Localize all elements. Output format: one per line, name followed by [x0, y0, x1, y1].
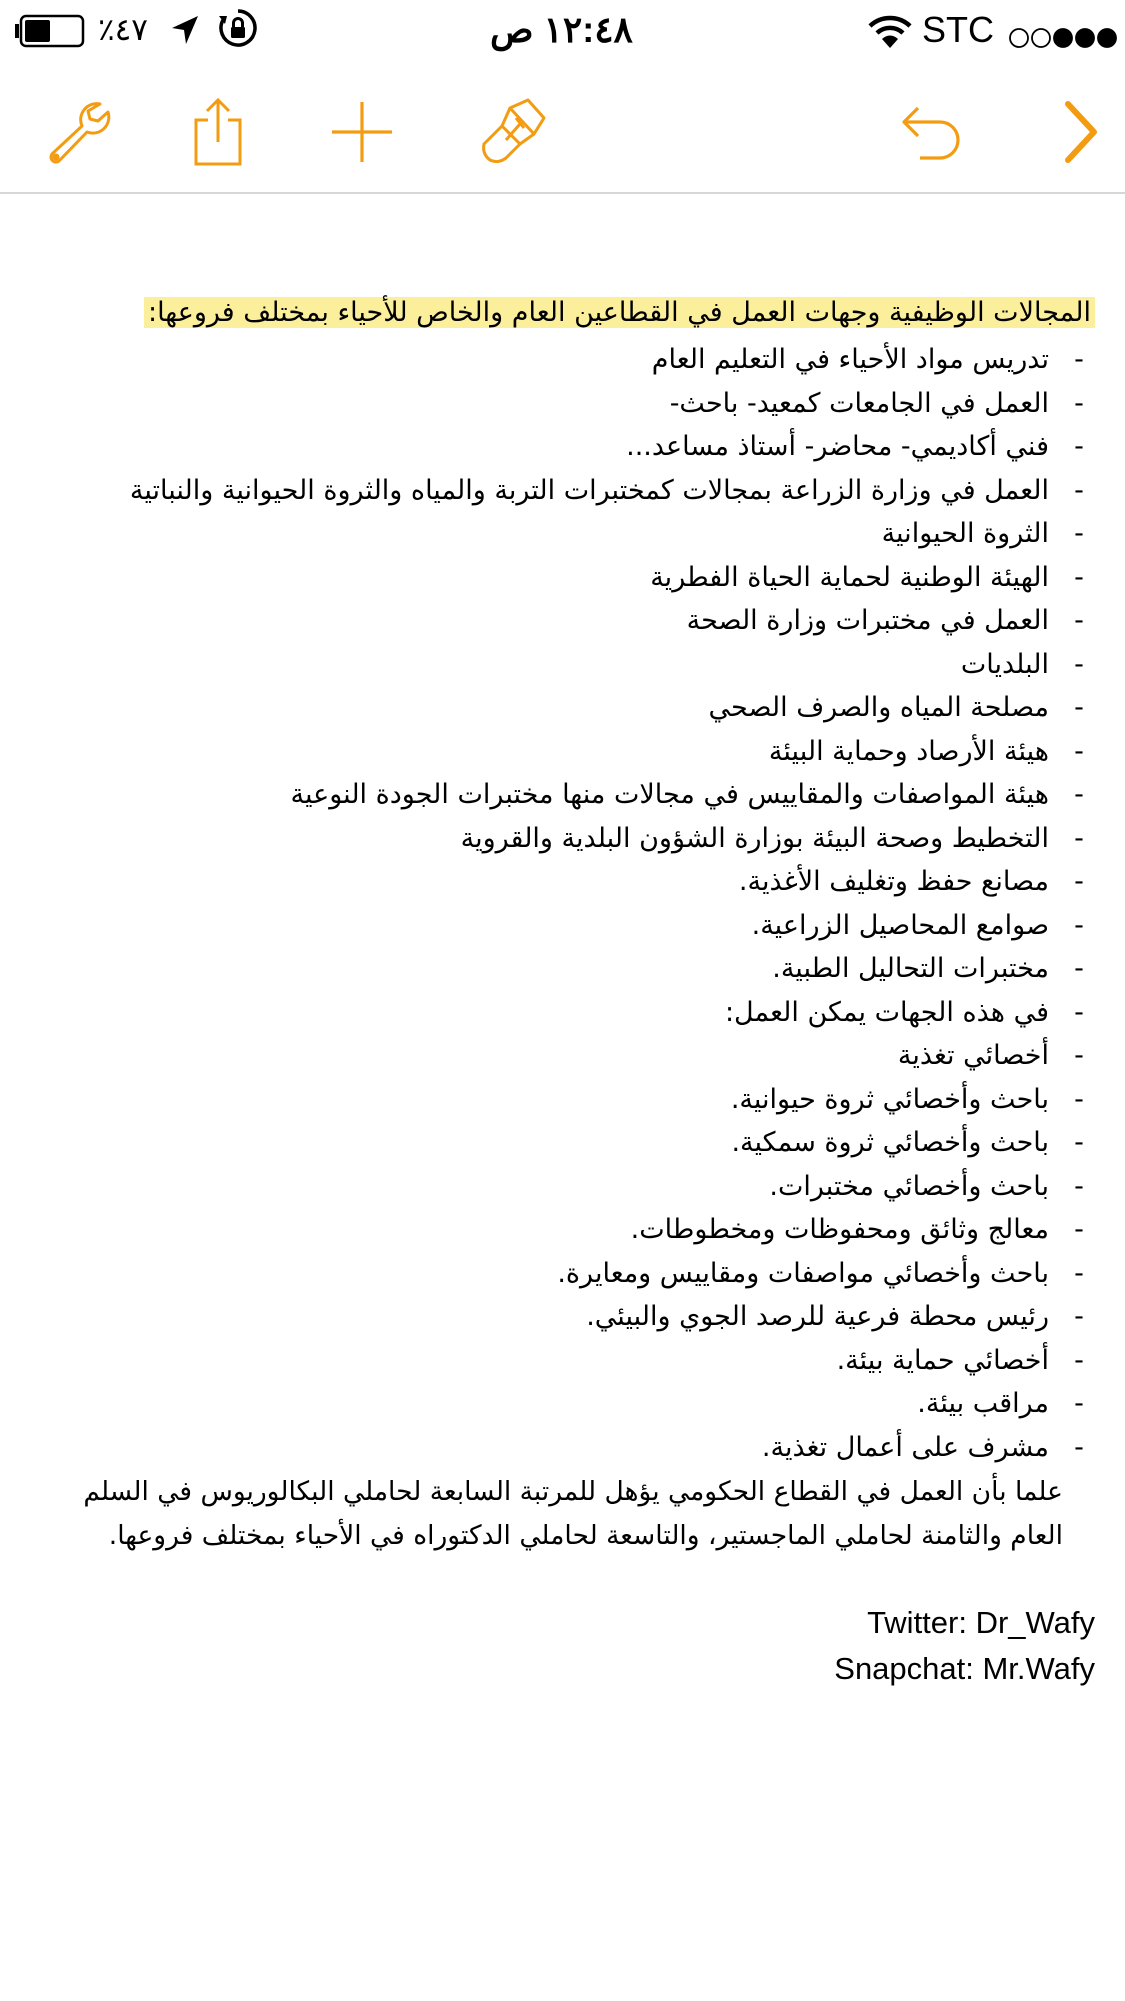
share-button[interactable] [178, 92, 258, 172]
battery-percentage: ٪٤٧ [98, 12, 148, 47]
list-item-text: باحث وأخصائي ثروة سمكية. [731, 1127, 1049, 1158]
signal-dot [1098, 29, 1116, 47]
highlighted-heading: المجالات الوظيفية وجهات العمل في القطاعين العام والخاص للأحياء بمختلف فروعها: [144, 297, 1095, 328]
list-item-text: فني أكاديمي- محاضر- أستاذ مساعد... [626, 431, 1049, 462]
list-item [130, 1382, 1095, 1426]
undo-button[interactable] [890, 92, 970, 172]
list-item [130, 947, 1095, 991]
list-item [130, 817, 1095, 861]
list-bullet: - [1074, 605, 1084, 636]
list-item-text: مختبرات التحاليل الطبية. [772, 953, 1049, 984]
list-bullet: - [1074, 779, 1084, 810]
list-item [130, 599, 1095, 643]
list-bullet: - [1074, 474, 1084, 506]
list-item-text: العمل في وزارة الزراعة بمجالات كمختبرات التربة والمياه والثروة الحيوانية والنباتية [129, 474, 1049, 506]
list-bullet: - [1074, 1257, 1084, 1289]
list-item [130, 860, 1095, 904]
list-item-text: مصلحة المياه والصرف الصحي [708, 692, 1049, 723]
toolbar [0, 62, 1125, 194]
list-item [130, 1339, 1095, 1383]
list-item [130, 512, 1095, 556]
signal-dot [1032, 29, 1050, 47]
add-button[interactable] [322, 92, 402, 172]
list-bullet: - [1074, 518, 1084, 549]
signal-dot [1010, 29, 1028, 47]
list-bullet: - [1074, 1344, 1084, 1376]
list-item-text: تدريس مواد الأحياء في التعليم العام [651, 344, 1049, 375]
undo-icon [894, 96, 966, 168]
list-item-text: الهيئة الوطنية لحماية الحياة الفطرية [650, 561, 1049, 593]
list-item-text: التخطيط وصحة البيئة بوزارة الشؤون البلدية والقروية [460, 822, 1049, 854]
list-bullet: - [1074, 431, 1084, 462]
list-item [130, 1078, 1095, 1122]
list-bullet: - [1074, 996, 1084, 1028]
list-item [130, 686, 1095, 730]
list-bullet: - [1074, 1388, 1084, 1419]
battery-icon [14, 14, 86, 48]
list-item [130, 904, 1095, 948]
share-icon [182, 96, 254, 168]
list-item [130, 1208, 1095, 1252]
snapchat-handle: Snapchat: Mr.Wafy [834, 1651, 1095, 1686]
list-item-text: رئيس محطة فرعية للرصد الجوي والبيئي. [586, 1301, 1049, 1332]
list-item-text: مشرف على أعمال تغذية. [761, 1431, 1049, 1463]
list-item-text: هيئة المواصفات والمقاييس في مجالات منها مختبرات الجودة النوعية [290, 779, 1049, 810]
list-item-text: العمل في الجامعات كمعيد- باحث- [669, 387, 1049, 419]
list-item-text: صوامع المحاصيل الزراعية. [751, 909, 1049, 941]
list-item-text: باحث وأخصائي ثروة حيوانية. [730, 1083, 1049, 1115]
list-item [130, 1121, 1095, 1165]
list-bullet: - [1074, 1431, 1084, 1463]
list-item-text: أخصائي تغذية [897, 1040, 1049, 1071]
status-bar [0, 0, 1125, 62]
list-bullet: - [1074, 822, 1084, 854]
list-bullet: - [1074, 1040, 1084, 1071]
tools-button[interactable] [38, 92, 118, 172]
list-bullet: - [1074, 561, 1084, 593]
list-item-text: معالج وثائق ومحفوظات ومخطوطات. [630, 1214, 1049, 1245]
signal-strength-icon [1008, 16, 1120, 60]
list-bullet: - [1074, 953, 1084, 984]
list-bullet: - [1074, 1083, 1084, 1115]
list-item [130, 556, 1095, 600]
list-item-text: العمل في مختبرات وزارة الصحة [686, 605, 1049, 636]
signal-dot [1076, 29, 1094, 47]
list-item [130, 643, 1095, 687]
carrier-name: STC [922, 9, 994, 50]
list-bullet: - [1074, 1301, 1084, 1332]
list-item-text: في هذه الجهات يمكن العمل: [724, 996, 1049, 1028]
list-bullet: - [1074, 692, 1084, 723]
twitter-handle: Twitter: Dr_Wafy [867, 1605, 1095, 1640]
list-bullet: - [1074, 866, 1084, 897]
list-item-text: أخصائي حماية بيئة. [836, 1344, 1049, 1376]
signal-dot [1054, 29, 1072, 47]
list-item [130, 1295, 1095, 1339]
status-time: ١٢:٤٨ ص [490, 9, 633, 50]
forward-button[interactable] [1040, 92, 1120, 172]
rotation-lock-icon [216, 6, 260, 50]
location-arrow-icon [168, 8, 202, 52]
list-item-text: البلديات [960, 648, 1049, 680]
list-item [130, 1426, 1095, 1470]
list-item-text: باحث وأخصائي مختبرات. [769, 1170, 1049, 1202]
job-fields-list [130, 338, 1095, 1469]
list-item [130, 338, 1095, 382]
list-item [130, 1165, 1095, 1209]
paintbrush-icon [476, 96, 548, 168]
list-item [130, 1034, 1095, 1078]
list-item [130, 425, 1095, 469]
note-paragraph: علما بأن العمل في القطاع الحكومي يؤهل للمرتبة السابعة لحاملي البكالوريوس في السلم العام والثامنة لحاملي الماجستير، والتاسعة لحاملي الدكتوراه في الأحياء بمختلف فروعها. [83, 1476, 1063, 1551]
list-item [130, 469, 1095, 513]
wrench-icon [42, 96, 114, 168]
list-bullet: - [1074, 648, 1084, 680]
list-bullet: - [1074, 735, 1084, 767]
list-item-text: مراقب بيئة. [917, 1388, 1049, 1419]
list-bullet: - [1074, 1214, 1084, 1245]
list-bullet: - [1074, 344, 1084, 375]
list-bullet: - [1074, 1127, 1084, 1158]
list-bullet: - [1074, 909, 1084, 941]
list-bullet: - [1074, 387, 1084, 419]
list-item [130, 773, 1095, 817]
list-item-text: الثروة الحيوانية [881, 518, 1049, 549]
list-item-text: هيئة الأرصاد وحماية البيئة [768, 735, 1049, 767]
plus-icon [326, 96, 398, 168]
list-item [130, 991, 1095, 1035]
list-bullet: - [1074, 1170, 1084, 1202]
chevron-right-icon [1044, 96, 1116, 168]
list-item [130, 1252, 1095, 1296]
list-item-text: مصانع حفظ وتغليف الأغذية. [738, 866, 1049, 897]
list-item [130, 382, 1095, 426]
document-heading [144, 292, 1095, 334]
wifi-icon [868, 10, 912, 54]
list-item-text: باحث وأخصائي مواصفات ومقاييس ومعايرة. [557, 1257, 1049, 1289]
format-button[interactable] [472, 92, 552, 172]
list-item [130, 730, 1095, 774]
